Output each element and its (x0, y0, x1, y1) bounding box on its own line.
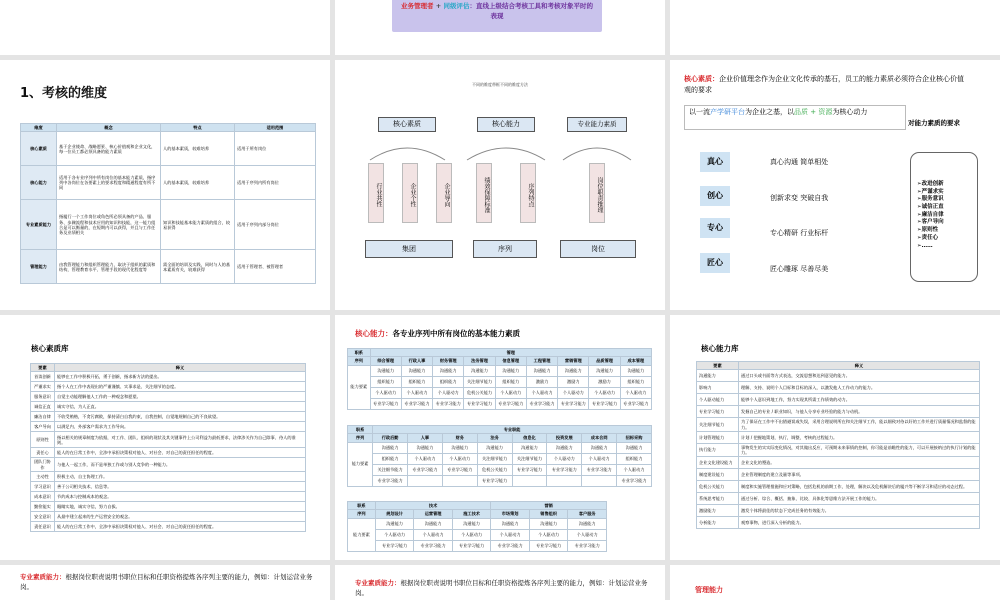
ability-table-management (347, 348, 652, 410)
value-label: 创心 (700, 186, 730, 206)
banner-cyan: 同级评估 (443, 2, 470, 10)
slide-thumbnail-4[interactable] (0, 60, 330, 310)
table-row: 关注细节能力 为了保证在工作中不出错避误或失误，采用合理说明所在和关注细节工作，能以细致对待以好的工作并进行质量情况和监督的能力。 (697, 418, 980, 432)
table-row: 严谨求实 指个人在工作中表现出的严谨谨慎、实事求是、关注细节的态度。 (31, 382, 306, 392)
table-row: 专业学习能力 专业学习能力 专业学习能力 专业学习能力 专业学习能力 专业学习能力 (348, 540, 607, 551)
table-row: 系统思考能力 通过分析、综合、概括、抽象、比较、具体化等思维方法开展工作的能力。 (697, 493, 980, 505)
slide-heading: 核心能力：各专业序列中所有岗位的基本能力素质 (355, 329, 520, 338)
table-row: 企业文化建设能力 企业文化的塑造。 (697, 457, 980, 469)
table-row: 专业学习能力 专业学习能力 专业学习能力 (348, 475, 652, 486)
requirements-list (910, 152, 978, 282)
list-item: ➢严谨求实 (917, 188, 944, 195)
value-label: 专心 (700, 218, 730, 238)
list-item: ➢服务意识 (917, 196, 944, 203)
table-row: 执行能力 事物发生的实实际变化情况，对其做出反应，可预期未来事情的控制，你可能是前瞻性的能力，可以开展接纳过的执行计划的能力。 (697, 443, 980, 457)
slide-thumbnail-2[interactable] (335, 0, 665, 55)
dimension-table (20, 123, 316, 284)
slide-thumbnail-10[interactable] (0, 565, 330, 600)
table-row: 专业学习能力 发掘自己的专业 / 职业知识，与他人分享专业经验的能力与动机。 (697, 406, 980, 418)
table-row: 成本意识 节约成本与控制成本的观念。 (31, 491, 306, 501)
slide-title: 1、考核的维度 (20, 86, 108, 101)
list-item: ➢责任心 (917, 234, 939, 241)
table-row: 组织能力 个人驱动力 个人驱动力 关注细节能力 关注细节能力 个人驱动力 个人驱动力 组织能力 (348, 453, 652, 464)
table-header: 适用范围 (235, 124, 316, 132)
table-row: 个人驱动力 个人驱动力 个人驱动力 个人驱动力 个人驱动力 个人驱动力 (348, 529, 607, 540)
slide-thumbnail-8[interactable] (335, 315, 665, 560)
table-row: 能力要素 沟通能力 沟通能力 沟通能力 沟通能力 沟通能力 沟通能力 (348, 518, 607, 529)
slide-thumbnail-12[interactable] (670, 565, 1000, 600)
table-row: 团队门协作 与他人一起工作，而不是单独工作或与别人竞争的一种能力。 (31, 458, 306, 472)
value-text: 创新求变 突破自我 (770, 194, 829, 202)
core-ability-table (696, 361, 980, 529)
table-header: 特点 (161, 124, 235, 132)
ability-table-functional (347, 425, 652, 487)
top-box-professional: 专业能力素质 (567, 117, 627, 132)
value-label: 匠心 (700, 253, 730, 273)
table-row: 廉洁自律 不收受贿赂，不贪污腐败，保持清白自我约束，自我控制，自觉地规制自己的不良欲望。 (31, 412, 306, 422)
table-row: 责任心 能人的在日常工作中，全涉中承担决策权对他人、对社会、对自己的责任担任的程度。 (31, 448, 306, 458)
pillar: 绩效保障标准 (476, 163, 492, 223)
table-row: 序列 规划设计 运营管理 施工技术 市场策划 销售组织 客户服务 (348, 510, 607, 518)
table-row: 序列 行政后勤 人事 财务 法务 信息化 投资发展 成本合同 招标采购 (348, 434, 652, 442)
banner-red: 业务管理者 (401, 2, 434, 10)
pillar: 企业导向 (436, 163, 452, 223)
bottom-box-group: 集团 (365, 240, 453, 258)
table-header: 维度 (21, 124, 57, 132)
table-row: 专业素质能力 指履行一个工作岗位或角色所必须具备的产品、服务、步骤流程和技术应用的知识和技能，这一能力组合是可以衡量的，在短期内可以获得，并且与工作任务及业绩相关 知识和技能基本能力素质的组合，较易获得 适用于序列内部分岗位 (21, 200, 316, 250)
table-row: 核心素质 基于企业使命、战略愿景、核心价值观和企业文化，每一位员工都必须具备的能力素质 人的基本素质，较难培养 适用于所有岗位 (21, 132, 316, 166)
banner-rest: ：直线上级结合考核工具和考核对象平时的表现 (469, 2, 593, 21)
requirements-title: 对能力素质的要求 (908, 119, 960, 127)
table-row: 职系 管理 (348, 349, 652, 357)
pillar: 企业个性 (402, 163, 418, 223)
list-item: ➢…… (917, 242, 933, 249)
table-row: 勤俭能实 眼睛实地，诚实守信，努力自拔。 (31, 501, 306, 511)
slide-thumbnail-5[interactable] (335, 60, 665, 310)
table-row: 激励能力 激发个体将最佳的状态下完成任务的有效能力。 (697, 505, 980, 517)
table-row: 个人驱动能力 能够个人意识到地工作，努力实现其所需工作绩效的动力。 (697, 394, 980, 406)
slide-heading: 核心素质：企业价值理念作为企业文化传承的基石，员工的能力素质必须符合企业核心价值观的要求 (684, 74, 964, 94)
table-row: 首读创新 能够在工作中积极开拓，勇于创新，指求新方法的提出。 (31, 372, 306, 382)
table-row: 分析能力 观察事物，进行深入分析的能力。 (697, 517, 980, 529)
list-item: ➢廉洁自律 (917, 211, 944, 218)
slide-thumbnail-9[interactable] (670, 315, 1000, 560)
banner-plus: + (433, 2, 444, 10)
table-header: 释义 (55, 364, 306, 372)
banner-box (392, 0, 602, 32)
pillar: 序列特点 (520, 163, 536, 223)
table-row: 原则性 指以相关的规章制度为依据，对工作、团队、组织的现状及其关键事件上公司利益为最低要求，法律涉关作为自己除事、待人的准则。 (31, 432, 306, 448)
table-header: 释义 (739, 362, 980, 370)
ability-table-tech-marketing (347, 501, 607, 552)
table-row: 职系 专业职能 (348, 426, 652, 434)
bottom-box-position: 岗位 (560, 240, 636, 258)
slide-title: 核心素质库 (31, 344, 69, 353)
table-header: 要素 (697, 362, 739, 370)
table-header: 概念 (57, 124, 161, 132)
list-item: ➢客户导向 (917, 219, 944, 226)
bottom-box-sequence: 序列 (473, 240, 537, 258)
table-row: 能力要素 沟通能力 沟通能力 沟通能力 沟通能力 沟通能力 沟通能力 沟通能力 沟通能力 沟通能力 (348, 365, 652, 376)
table-row: 制度建设能力 企业管理制度的建立及量等事项。 (697, 469, 980, 481)
table-row: 危机公关能力 制度和实施管理措施和应对策略，包括危机的前期工作，处理，解决以及危机解决后的履兴等不断学习和适应的动态过程。 (697, 481, 980, 493)
table-row: 诚信正直 诚实守信，为人正直。 (31, 402, 306, 412)
slide-title: 核心能力库 (701, 344, 739, 353)
diagram-caption: 不同的维度带框不同的维度方法 (472, 82, 528, 87)
top-box-core-ability: 核心能力 (477, 117, 535, 132)
list-item: ➢改进创新 (917, 181, 944, 187)
table-row: 服务意识 自觉主动能理解他人工作的一种观念和愿望。 (31, 392, 306, 402)
table-row: 个人驱动力 个人驱动力 个人驱动力 危机公关能力 个人驱动力 个人驱动力 个人驱动力 个人驱动力 个人驱动力 (348, 387, 652, 398)
table-row: 关注细节能力 专业学习能力 专业学习能力 危机公关能力 专业学习能力 专业学习能力 专业学习能力 个人驱动力 (348, 464, 652, 475)
table-row: 责任意识 能人的在日常工作中，全涉中承担决策权对他人、对社会、对自己的责任担任的程度。 (31, 521, 306, 531)
slide-thumbnail-7[interactable] (0, 315, 330, 560)
value-text: 真心沟通 简单相处 (770, 158, 829, 166)
table-row: 沟通能力 通过口头或书面等方式表达，交流思想和达到意见的能力。 (697, 370, 980, 382)
table-row: 主动性 积极主动，自主协理工作。 (31, 471, 306, 481)
table-header: 要素 (31, 364, 55, 372)
list-item: ➢诚信正直 (917, 204, 944, 211)
value-text: 专心精研 行业标杆 (770, 229, 829, 237)
slide-thumbnail-6[interactable] (670, 60, 1000, 310)
table-row: 专业学习能力 专业学习能力 专业学习能力 专业学习能力 专业学习能力 专业学习能力 专业学习能力 专业学习能力 专业学习能力 (348, 398, 652, 409)
table-row: 组织能力 组织能力 组织能力 关注细节能力 组织能力 激励力 激励力 激励力 组织能力 (348, 376, 652, 387)
table-row: 计划管理能力 计划 / 把握地策划，执行，调整，考核的过程能力。 (697, 431, 980, 443)
list-item: ➢原则性 (917, 227, 939, 234)
table-row: 核心能力 适用于各专业序列中所有岗位的基本能力素质，指序列中各岗位在各要素上的要求程度和精通程度有所不同 人的基本素质，较难培养 适用于序列内所有岗位 (21, 166, 316, 200)
table-row: 能力要素 沟通能力 沟通能力 沟通能力 沟通能力 沟通能力 沟通能力 沟通能力 沟通能力 (348, 442, 652, 453)
slide-thumbnail-1[interactable] (0, 0, 330, 55)
table-row: 学习意识 善于公司相关技术、信息等。 (31, 481, 306, 491)
value-label: 真心 (700, 152, 730, 172)
intro-line: 以一流产学研平台为企业之基，以品质 + 资源为核心动力 (684, 105, 906, 130)
table-row: 安全意识 从最中建立起来的生产运营安全的观念。 (31, 511, 306, 521)
table-row: 职系 技术 营销 (348, 502, 607, 510)
top-box-core-quality: 核心素质 (378, 117, 436, 132)
slide-heading: 专业素质能力：根据岗位职责说明书职位目标和任职资格提炼各序列主要的能力，例如：计划运营业务岗。 (20, 573, 313, 592)
slide-thumbnail-3[interactable] (670, 0, 1000, 55)
table-row: 管理能力 由我管理能力和组织管理能力，取决于组织的素质和结构，管理教育水平、管理手段的现代化程度等 需全面的培训及实践，同时与人的基本素质有关，较难获得 适用于管理者、被管理者 (21, 250, 316, 284)
slide-thumbnail-11[interactable] (335, 565, 665, 600)
core-quality-table (30, 363, 306, 532)
pillar: 岗位职责推理 (589, 163, 605, 223)
value-text: 匠心雕琢 尽善尽美 (770, 265, 829, 273)
slide-heading: 管理能力 (695, 586, 723, 594)
pillar: 行业共性 (368, 163, 384, 223)
table-row: 客户导向 以满足内、外部客户需求为工作导向。 (31, 422, 306, 432)
table-row: 序列 综合管理 行政人事 财务管理 法务管理 信息管理 工程管理 营销管理 品质管理 成本管理 (348, 357, 652, 365)
slide-heading: 专业素质能力：根据岗位职责说明书职位目标和任职资格提炼各序列主要的能力，例如：计划运营业务岗。 (355, 579, 648, 598)
table-row: 影响力 理解、支持、说明个人目标和目标的深入，以激发他人工作动力的能力。 (697, 382, 980, 394)
bracket-arcs (335, 132, 665, 162)
